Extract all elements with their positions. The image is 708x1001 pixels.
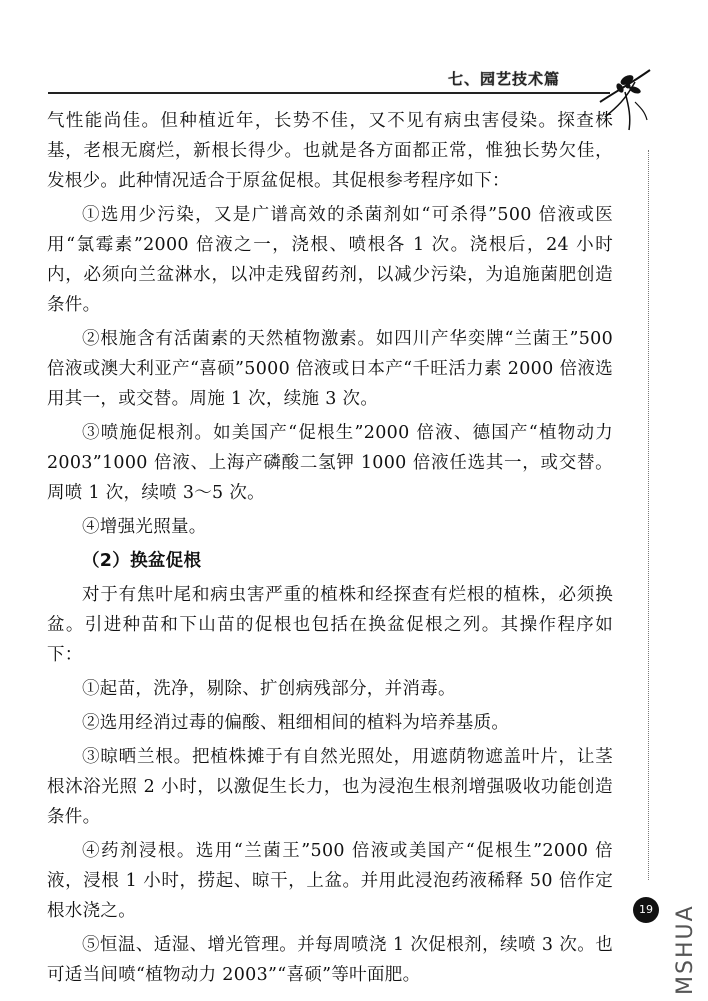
- paragraph: 对于有焦叶尾和病虫害严重的植株和经探查有烂根的植株，必须换盆。引进种苗和下山苗的促根也包括在换盆促根之列。其操作程序如下：: [47, 585, 613, 665]
- header-divider: [48, 92, 610, 94]
- paragraph: ③晾晒兰根。把植株摊于有自然光照处，用遮荫物遮盖叶片，让茎根沐浴光照 2 小时，以激促生长力，也为浸泡生根剂增强吸收功能创造条件。: [47, 747, 613, 827]
- section-heading: （2）换盆促根: [82, 551, 202, 571]
- paragraph: ①起苗，洗净，剔除、扩创病残部分，并消毒。: [82, 679, 456, 699]
- body-text: [47, 106, 613, 994]
- paragraph: ④增强光照量。: [82, 517, 207, 537]
- margin-dotted-line: [648, 150, 649, 880]
- paragraph: ②选用经消过毒的偏酸、粗细相间的植料为培养基质。: [82, 713, 510, 733]
- paragraph: ①选用少污染，又是广谱高效的杀菌剂如“可杀得”500 倍液或医用“氯霉素”2000 倍液之一，浇根、喷根各 1 次。浇根后，24 小时内，必须向兰盆淋水，以冲走残留药剂，以减少污染，为追施菌肥创造条件。: [47, 205, 613, 315]
- watermark-text: MSHUA: [673, 904, 698, 995]
- page-number: 19: [633, 897, 659, 923]
- paragraph: ②根施含有活菌素的天然植物激素。如四川产华奕牌“兰菌王”500 倍液或澳大利亚产“喜硕”5000 倍液或日本产“千旺活力素 2000 倍液选用其一，或交替。周施 1 次，续施 3 次。: [47, 329, 613, 409]
- running-header-title: 七、园艺技术篇: [448, 70, 561, 88]
- paragraph: ③喷施促根剂。如美国产“促根生”2000 倍液、德国产“植物动力 2003”1000 倍液、上海产磷酸二氢钾 1000 倍液任选其一，或交替。周喷 1 次，续喷 3～5 次。: [47, 423, 613, 503]
- paragraph: ④药剂浸根。选用“兰菌王”500 倍液或美国产“促根生”2000 倍液，浸根 1 小时，捞起、晾干，上盆。并用此浸泡药液稀释 50 倍作定根水浇之。: [47, 841, 613, 921]
- paragraph: ⑤恒温、适湿、增光管理。并每周喷浇 1 次促根剂，续喷 3 次。也可适当间喷“植物动力 2003”“喜硕”等叶面肥。: [47, 935, 613, 985]
- paragraph: 气性能尚佳。但种植近年，长势不佳，又不见有病虫害侵染。探查株基，老根无腐烂，新根长得少。也就是各方面都正常，惟独长势欠佳，发根少。此种情况适合于原盆促根。其促根参考程序如下：: [47, 111, 613, 191]
